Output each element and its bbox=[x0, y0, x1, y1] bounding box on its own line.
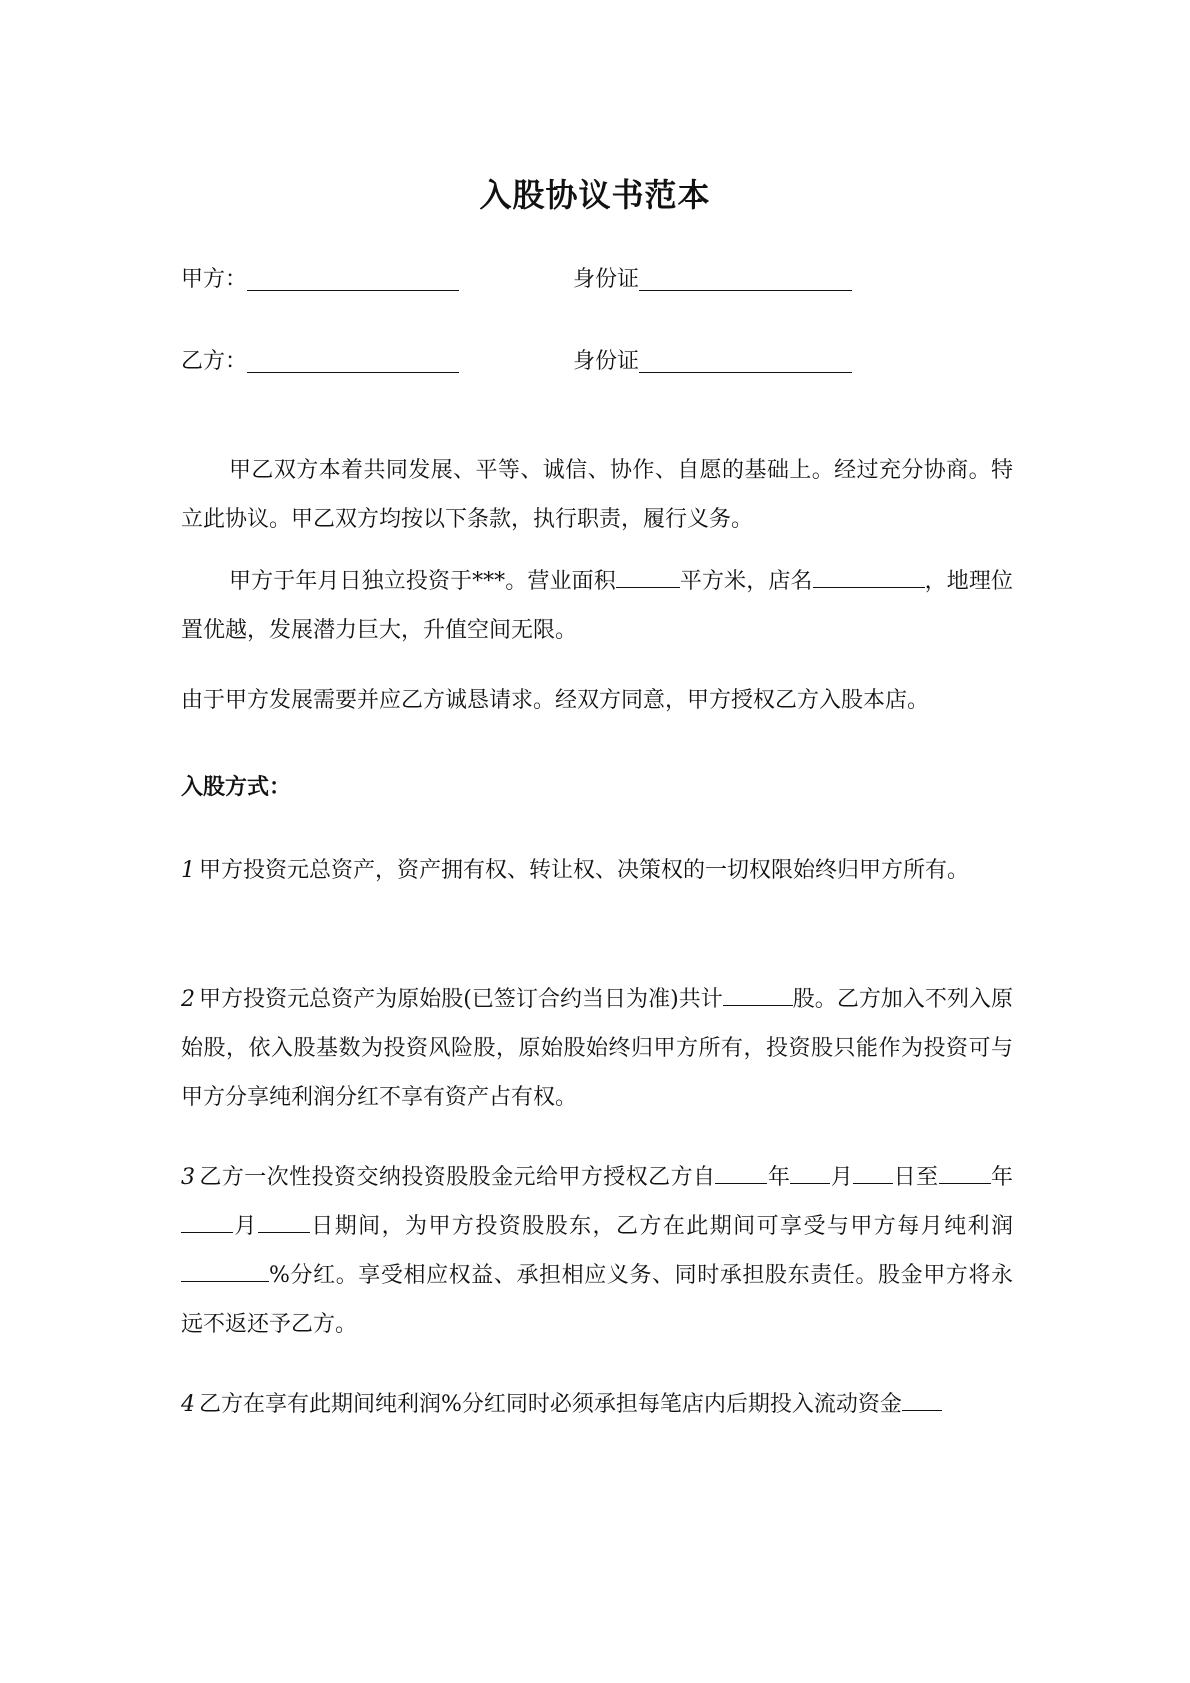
start-year-blank bbox=[715, 1163, 767, 1184]
party-a-id-label: 身份证 bbox=[573, 267, 640, 292]
party-a-id-blank bbox=[639, 266, 852, 291]
end-year-label: 年 bbox=[990, 1165, 1013, 1190]
start-month-blank bbox=[790, 1163, 830, 1184]
capital-blank bbox=[902, 1390, 942, 1411]
end-month-label: 月 bbox=[233, 1214, 258, 1239]
clause-2-text-b: 股。乙方加入不列入原始股，依入股基数为投资风险股，原始股始终归甲方所有，投资股只能作为投资可与甲方分享纯利润分红不享有资产占有权。 bbox=[181, 987, 1013, 1110]
start-day-blank bbox=[853, 1163, 893, 1184]
document-title: 入股协议书范本 bbox=[479, 176, 711, 214]
party-a-name-blank bbox=[247, 266, 459, 291]
clause-2-number: 2 bbox=[181, 987, 195, 1012]
intro-paragraph: 甲乙双方本着共同发展、平等、诚信、协作、自愿的基础上。经过充分协商。特立此协议。甲乙双方均按以下条款，执行职责，履行义务。 bbox=[181, 458, 1013, 532]
clause-3-text-b: %分红。享受相应权益、承担相应义务、同时承担股东责任。股金甲方将永远不返还予乙方。 bbox=[181, 1263, 1013, 1337]
clause-3 bbox=[181, 1153, 1013, 1349]
clause-3-period-text: 日期间，为甲方投资股股东，乙方在此期间可享受与甲方每月纯利润 bbox=[309, 1214, 1013, 1239]
clause-4-number: 4 bbox=[181, 1392, 195, 1417]
area-blank bbox=[616, 567, 680, 588]
profit-percent-blank bbox=[181, 1261, 269, 1282]
store-paragraph bbox=[181, 557, 1013, 655]
clause-4 bbox=[181, 1380, 1013, 1429]
end-month-blank bbox=[181, 1212, 233, 1233]
store-name-blank bbox=[813, 567, 925, 588]
party-a-id-row bbox=[573, 263, 852, 297]
clause-2-text-a: 甲方投资元总资产为原始股(已签订合约当日为准)共计 bbox=[199, 987, 723, 1012]
start-day-to-label: 日至 bbox=[893, 1165, 939, 1190]
party-b-id-label: 身份证 bbox=[573, 349, 640, 374]
start-month-label: 月 bbox=[830, 1165, 854, 1190]
clause-3-text-a: 乙方一次性投资交纳投资股股金元给甲方授权乙方自 bbox=[199, 1165, 716, 1190]
end-day-blank bbox=[258, 1212, 310, 1233]
party-b-name-blank bbox=[247, 348, 459, 373]
party-b-label: 乙方： bbox=[181, 349, 248, 374]
store-text-3: ，地理位置优越，发展潜力巨大，升值空间无限。 bbox=[181, 569, 1013, 643]
clause-1 bbox=[181, 846, 1013, 895]
method-heading: 入股方式： bbox=[181, 774, 292, 800]
clause-2 bbox=[181, 975, 1013, 1122]
end-year-blank bbox=[939, 1163, 991, 1184]
clause-1-text: 甲方投资元总资产，资产拥有权、转让权、决策权的一切权限始终归甲方所有。 bbox=[199, 858, 970, 883]
store-text-2: 平方米，店名 bbox=[679, 569, 813, 594]
start-year-label: 年 bbox=[767, 1165, 791, 1190]
share-count-blank bbox=[723, 985, 793, 1006]
store-text-1: 甲方于年月日独立投资于***。营业面积 bbox=[229, 569, 616, 594]
party-b-id-blank bbox=[639, 348, 852, 373]
party-b-row bbox=[181, 345, 459, 379]
party-b-id-row bbox=[573, 345, 852, 379]
party-a-row bbox=[181, 263, 459, 297]
clause-3-number: 3 bbox=[181, 1165, 195, 1190]
party-a-label: 甲方： bbox=[181, 267, 248, 292]
clause-4-text: 乙方在享有此期间纯利润%分红同时必须承担每笔店内后期投入流动资金 bbox=[199, 1392, 902, 1417]
clause-1-number: 1 bbox=[181, 858, 195, 883]
reason-paragraph: 由于甲方发展需要并应乙方诚恳请求。经双方同意，甲方授权乙方入股本店。 bbox=[181, 688, 930, 713]
